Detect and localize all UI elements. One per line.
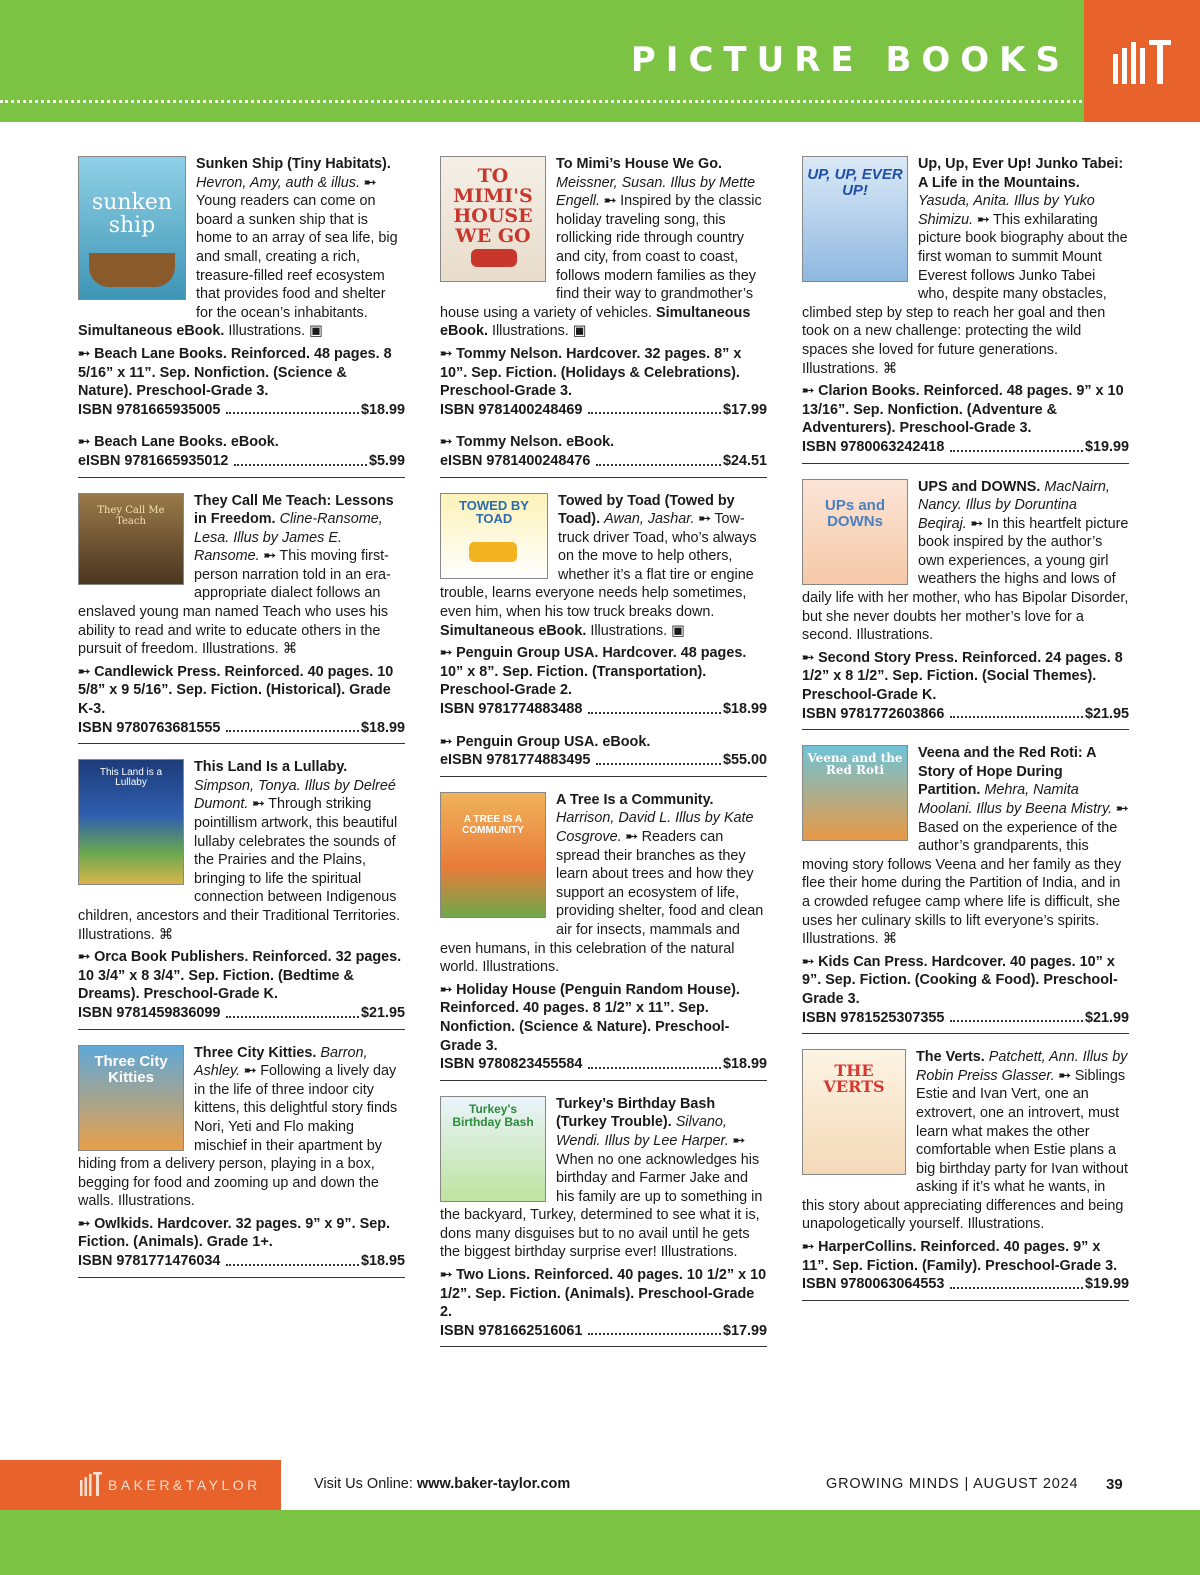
book-author: Awan, Jashar. [604,511,695,528]
book-publisher-info [802,1238,1129,1275]
book-author: Mehra, Namita Moolani. Illus by Beena Mistry. [918,782,1113,817]
isbn: ISBN 9780063242418 [802,438,945,455]
arrow-icon: ➸ [802,1239,819,1256]
book-title: This Land Is a Lullaby. [194,759,348,776]
price: $5.99 [368,452,405,469]
simultaneous-ebook: Simultaneous eBook. [440,622,587,639]
bottom-band [0,1510,1200,1575]
arrow-icon: ➸ [440,434,457,451]
book-author: Harrison, David L. Illus by Kate Cosgrove. [556,810,754,845]
book-cover [78,759,184,885]
book-entry [78,758,405,1029]
book-title: Towed by Toad (Towed by Toad). [558,492,735,528]
pub-text: Beach Lane Books. eBook. [94,434,279,451]
book-description: Tow-truck driver Toad, who’s always on the move to help others, whether it’s a flat tire or engine trouble, learns everyone needs help sometimes, even him, when his tow truck breaks down. [440,511,757,621]
isbn-row [440,401,767,420]
book-publisher-info [78,1215,405,1252]
arrow-icon: ➸ [604,193,617,210]
book-description: Through striking pointillism artwork, this beautiful lullaby celebrates the sounds of the Prairies and the Plains, bringing to life the spiritual connection between Indigenous children, ancestors and their Traditional Territories. Illustrations. ⌘ [78,796,401,943]
arrow-icon: ➸ [78,434,95,451]
book-cover [78,1045,184,1151]
arrow-icon: ➸ [440,733,457,750]
book-title: The Verts. [916,1049,985,1066]
magazine-issue: GROWING MINDS | AUGUST 2024 [826,1476,1079,1492]
pub-text: Penguin Group USA. Hardcover. 48 pages. 10” x 8”. Sep. Fiction. (Transportation). Preschool-Grade 2. [440,645,747,699]
isbn-row [440,700,767,719]
book-publisher-info-ebook [440,733,767,752]
footer-brand: BAKER&TAYLOR [108,1477,261,1493]
price: $18.99 [360,401,405,418]
arrow-icon: ➸ [440,981,457,998]
isbn-row [802,438,1129,457]
arrow-icon: ➸ [78,663,95,680]
book-publisher-info [78,663,405,719]
arrow-icon: ➸ [363,174,377,191]
book-publisher-info [440,981,767,1055]
cover-title: This Land is a Lullaby [99,766,163,789]
isbn: ISBN 9781459836099 [78,1004,221,1021]
arrow-icon: ➸ [244,1063,257,1080]
book-title: Turkey’s Birthday Bash (Turkey Trouble). [556,1095,716,1131]
cover-title: TO MIMI'S HOUSE WE GO [453,164,533,247]
book-description: Siblings Estie and Ivan Vert, one an extrovert, one an introvert, must learn what makes the other comfortable when Estie plans a big birthday party for Ivan without asking if it’s what he wants, in this story about appreciating differences and being unapologetically yourself. Illustrations. [802,1067,1128,1233]
section-title: PICTURE BOOKS [630,40,1070,80]
price: $18.95 [360,1253,405,1270]
cover-title: UPs and DOWNs [824,497,885,530]
book-cover [440,1096,546,1202]
price: $21.95 [1084,705,1129,722]
book-author: Cline-Ransome, Lesa. Illus by James E. Ransome. [194,511,383,565]
isbn: ISBN 9781771476034 [78,1253,221,1270]
book-author: Meissner, Susan. Illus by Mette Engell. [556,174,756,210]
isbn-row [78,1004,405,1023]
isbn-row [78,1252,405,1271]
arrow-icon: ➸ [732,1132,745,1149]
book-title: Three City Kitties. [194,1044,317,1061]
simultaneous-ebook: Simultaneous eBook. [78,323,225,340]
arrow-icon: ➸ [625,829,638,845]
footer-visit [314,1476,570,1492]
ebook-icon: ▣ [309,323,323,340]
isbn: ISBN 9781774883488 [440,701,583,718]
arrow-icon: ➸ [802,649,819,666]
isbn: ISBN 9781525307355 [802,1009,945,1026]
isbn-row [78,401,405,420]
pub-text: Second Story Press. Reinforced. 24 pages. 8 1/2” x 8 1/2”. Sep. Fiction. (Social Themes). Preschool-Grade K. [802,649,1123,704]
price: $55.00 [722,752,767,769]
isbn: ISBN 9781662516061 [440,1322,583,1339]
book-author: MacNairn, Nancy. Illus by Doruntina Beqiraj. [918,478,1110,532]
isbn: ISBN 9780823455584 [440,1056,583,1073]
arrow-icon: ➸ [802,953,819,970]
arrow-icon: ➸ [440,645,457,662]
eisbn-row [440,751,767,770]
eisbn: eISBN 9781400248476 [440,452,591,469]
cover-title: UP, UP, EVER UP! [807,165,903,199]
book-entry [78,155,405,478]
book-cover [440,493,548,579]
book-publisher-info [440,1266,767,1322]
price: $17.99 [722,1322,767,1339]
pub-text: Penguin Group USA. eBook. [456,733,651,750]
book-cover [802,479,908,585]
arrow-icon: ➸ [78,949,95,966]
cover-title: A TREE IS A COMMUNITY [462,814,524,836]
pub-text: Two Lions. Reinforced. 40 pages. 10 1/2” x 10 1/2”. Sep. Fiction. (Animals). Preschool-Grade 2. [440,1267,767,1321]
cover-title: THE VERTS [823,1060,885,1097]
ebook-icon: ▣ [671,622,685,639]
book-publisher-info-ebook [78,433,405,452]
book-description: Following a lively day in the life of three indoor city kittens, this delightful story finds Nori, Yeti and Flo making mischief in their apartment by hiding from a delivery person, playing in a box, begging for food and zooming up and down the walls. Illustrations. [78,1063,398,1210]
book-entry [440,492,767,777]
isbn: ISBN 9781400248469 [440,401,583,418]
pub-text: Tommy Nelson. eBook. [456,434,615,451]
book-entry [78,1044,405,1278]
eisbn-row [440,452,767,471]
book-description: Young readers can come on board a sunken ship that is home to an array of sea life, big and small, creating a rich, treasure-filled reef ecosystem that provides food and shelter for the ocean’s inhabitants. [196,193,398,321]
book-illustrations: Illustrations. [228,323,306,340]
price: $18.99 [722,701,767,718]
book-entry [440,155,767,478]
isbn-row [78,719,405,738]
logo-bars-icon [1111,38,1173,86]
isbn: ISBN 9781665935005 [78,401,221,418]
eisbn-row [78,452,405,471]
footer-logo [0,1460,281,1510]
book-cover [78,493,184,585]
book-author: Simpson, Tonya. Illus by Delreé Dumont. [194,777,396,813]
book-publisher-info [78,345,405,401]
pub-text: Beach Lane Books. Reinforced. 48 pages. 8 5/16” x 11”. Sep. Nonfiction. (Science & Nature). Preschool-Grade 3. [78,345,392,400]
pub-text: Owlkids. Hardcover. 32 pages. 9” x 9”. Sep. Fiction. (Animals). Grade 1+. [78,1215,391,1251]
pub-text: Orca Book Publishers. Reinforced. 32 pages. 10 3/4” x 8 3/4”. Sep. Fiction. (Bedtime & Dreams). Preschool-Grade K. [78,949,402,1003]
book-publisher-info [440,345,767,401]
book-author: Hevron, Amy, auth & illus. [196,174,360,191]
book-entry [802,1048,1129,1301]
cover-title: Turkey's Birthday Bash [452,1101,534,1129]
pub-text: Clarion Books. Reinforced. 48 pages. 9” x 10 13/16”. Sep. Nonfiction. (Adventure & Adventurers). Preschool-Grade 3. [802,383,1124,437]
arrow-icon: ➸ [698,511,711,528]
pub-text: Candlewick Press. Reinforced. 40 pages. 10 5/8” x 9 5/16”. Sep. Fiction. (Historical). Grade K-3. [78,663,394,718]
book-entry [440,791,767,1081]
book-entry [78,492,405,745]
isbn-row [802,1275,1129,1294]
arrow-icon: ➸ [1116,801,1129,817]
cover-title: sunken ship [91,190,173,239]
price: $21.95 [360,1004,405,1021]
book-description: Readers can spread their branches as they learn about trees and how they support an ecosystem of life, providing shelter, food and clean air for insects, mammals and even humans, in this celebration of the natural world. Illustrations. [440,829,764,976]
pub-text: Tommy Nelson. Hardcover. 32 pages. 8” x 10”. Sep. Fiction. (Holidays & Celebrations). Preschool-Grade 3. [440,345,742,400]
book-title: Veena and the Red Roti: A Story of Hope During Partition. [918,745,1097,799]
book-entry [440,1095,767,1348]
pub-text: Kids Can Press. Hardcover. 40 pages. 10” x 9”. Sep. Fiction. (Cooking & Food). Preschool-Grade 3. [802,953,1118,1007]
website-link[interactable]: www.baker-taylor.com [416,1476,571,1492]
arrow-icon: ➸ [252,796,265,813]
eisbn: eISBN 9781665935012 [78,452,229,469]
book-description: This exhilarating picture book biography about the first woman to summit Mount Everest follows Junko Tabei who, despite many obstacles, climbed step by step to reach her goal and then took on a new challenge: protecting the wild spaces she loved for future generations. Illustrations. ⌘ [802,211,1128,377]
arrow-icon: ➸ [802,383,819,400]
book-title: Up, Up, Ever Up! Junko Tabei: A Life in the Mountains. [918,156,1124,191]
isbn: ISBN 9780763681555 [78,719,221,736]
book-author: Patchett, Ann. Illus by Robin Preiss Glasser. [916,1049,1128,1084]
book-title: UPS and DOWNS. [918,478,1041,495]
isbn-row [802,705,1129,724]
book-description: This moving first-person narration told in an era-appropriate dialect follows an enslaved young man named Teach who uses his ability to read and write to educate others in the pursuit of freedom. Illustrations. ⌘ [78,548,391,658]
column-3 [802,155,1129,1315]
book-title: They Call Me Teach: Lessons in Freedom. [194,492,394,528]
column-1 [78,155,405,1292]
book-author: Silvano, Wendi. Illus by Lee Harper. [556,1114,729,1149]
arrow-icon: ➸ [1058,1067,1071,1084]
arrow-icon: ➸ [78,1215,95,1232]
page-footer [0,1460,1200,1510]
book-title: To Mimi’s House We Go. [556,156,723,172]
price: $19.99 [1084,438,1129,455]
book-cover [440,792,546,918]
page-number: 39 [1106,1476,1123,1493]
isbn: ISBN 9780063064553 [802,1276,945,1293]
book-description: In this heartfelt picture book inspired by the author’s own experiences, a young girl weathers the highs and lows of daily life with her mother, who has Bipolar Disorder, but she never doubts her mother’s love for a second. Illustrations. [802,515,1129,644]
price: $17.99 [722,401,767,418]
book-publisher-info [802,953,1129,1009]
arrow-icon: ➸ [440,1267,457,1284]
book-illustrations: Illustrations. [590,622,668,639]
book-publisher-info [802,382,1129,438]
baker-taylor-logo-icon [80,1472,102,1496]
price: $24.51 [722,452,767,469]
arrow-icon: ➸ [78,345,95,362]
price: $19.99 [1084,1276,1129,1293]
book-cover [802,745,908,841]
book-title: A Tree Is a Community. [556,791,714,808]
visit-label: Visit Us Online: [314,1476,413,1492]
isbn-row [440,1322,767,1341]
arrow-icon: ➸ [440,345,457,362]
book-entry [802,744,1129,1034]
arrow-icon: ➸ [977,211,990,228]
cover-title: Three City Kitties [94,1052,168,1086]
book-author: Yasuda, Anita. Illus by Yuko Shimizu. [918,193,1095,228]
book-title: Sunken Ship (Tiny Habitats). [196,156,391,172]
book-illustrations: Illustrations. [491,323,569,340]
simultaneous-ebook: Simultaneous eBook. [440,304,751,340]
arrow-icon: ➸ [263,548,276,565]
ebook-icon: ▣ [572,323,587,340]
book-cover [802,156,908,282]
column-2 [440,155,767,1361]
book-description: When no one acknowledges his birthday and Farmer Jake and his family are up to something in the backyard, Turkey, determined to see what it is, dons many disguises but to no avail until he gets the biggest birthday surprise ever! Illustrations. [440,1151,763,1261]
book-description: Based on the experience of the author’s grandparents, this moving story follows Veena and her family as they flee their home during the Partition of India, and in a crowded refugee camp where life is difficult, she uses her culinary skills to lift everyone’s spirits. Illustrations. ⌘ [802,819,1122,948]
arrow-icon: ➸ [970,515,983,532]
book-entry [802,478,1129,731]
book-author: Barron, Ashley. [194,1044,368,1080]
cover-title: Veena and the Red Roti [807,750,903,778]
book-cover [440,156,546,282]
isbn-row [440,1055,767,1074]
eisbn: eISBN 9781774883495 [440,752,591,769]
cover-title: They Call Me Teach [97,505,165,527]
pub-text: Holiday House (Penguin Random House). Reinforced. 40 pages. 8 1/2” x 11”. Sep. Nonfiction. (Science & Nature). Preschool-Grade 3. [440,981,740,1054]
book-cover [78,156,186,300]
cover-title: TOWED BY TOAD [459,497,529,527]
isbn: ISBN 9781772603866 [802,705,945,722]
price: $18.99 [360,719,405,736]
book-description: Inspired by the classic holiday traveling song, this rollicking ride through country and city, from coast to coast, follows modern families as they find their way to grandmother’s house using a variety of vehicles. [440,193,762,321]
isbn-row [802,1009,1129,1028]
book-publisher-info-ebook [440,433,767,452]
book-publisher-info [802,649,1129,705]
price: $21.99 [1084,1009,1129,1026]
pub-text: HarperCollins. Reinforced. 40 pages. 9” x 11”. Sep. Fiction. (Family). Preschool-Grade 3. [802,1239,1118,1274]
book-cover [802,1049,906,1175]
price: $18.99 [722,1056,767,1073]
book-publisher-info [440,644,767,700]
page-header [0,0,1200,122]
book-entry [802,155,1129,464]
header-dotted-rule [0,100,1082,103]
book-publisher-info [78,948,405,1004]
baker-taylor-logo-icon [1084,0,1200,122]
